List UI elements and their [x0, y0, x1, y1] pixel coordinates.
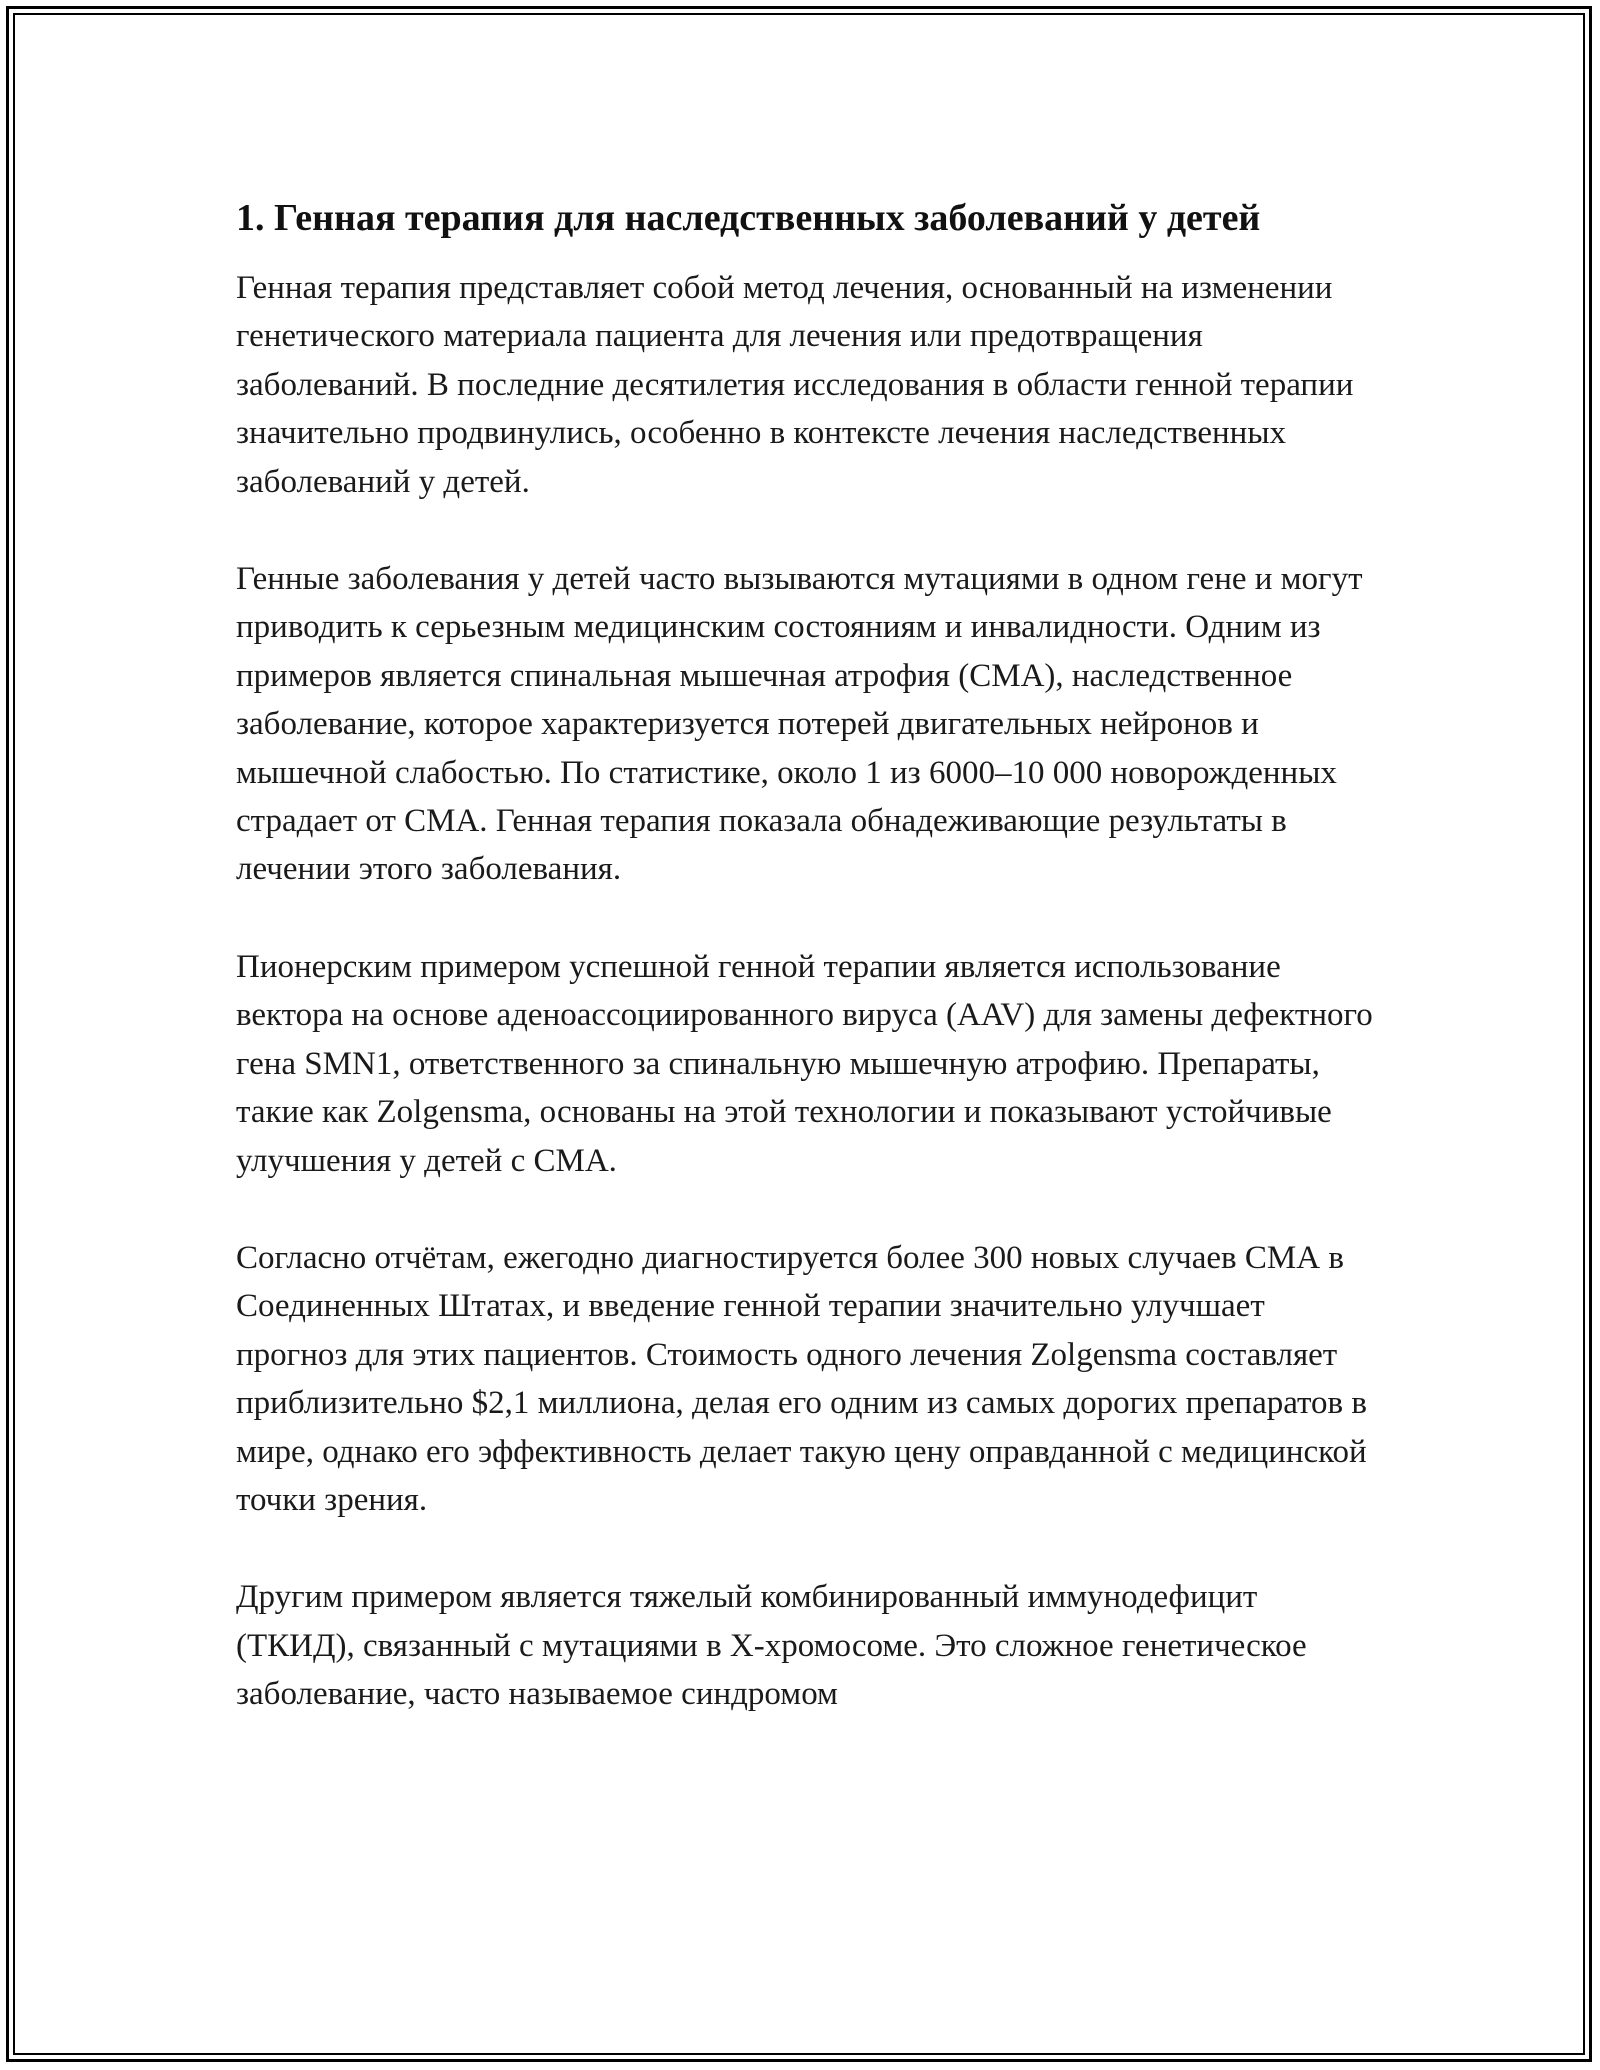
paragraph-aav: Пионерским примером успешной генной терапии является использование вектора на основе аденоассоциированного вируса (AAV) для замены дефектного гена SMN1, ответственного за спинальную мышечную атрофию. Препараты, такие как Zolgensma, основаны на этой технологии и показывают устойчивые улучшения у детей с СМА. [236, 948, 1373, 1179]
paragraph-scid: Другим примером является тяжелый комбинированный иммунодефицит (ТКИД), связанный с мутациями в X-хромосоме. Это сложное генетическое заболевание, часто называемое синдромом [236, 1579, 1307, 1713]
paragraph-intro: Генная терапия представляет собой метод лечения, основанный на изменении генетического материала пациента для лечения или предотвращения заболеваний. В последние десятилетия исследования в области генной терапии значительно продвинулись, особенно в контексте лечения наследственных заболеваний у детей. [236, 270, 1354, 500]
paragraph-statistics: Согласно отчётам, ежегодно диагностируется более 300 новых случаев СМА в Соединенных Штатах, и введение генной терапии значительно улучшает прогноз для этих пациентов. Стоимость одного лечения Zolgensma составляет приблизительно $2,1 миллиона, делая его одним из самых дорогих препаратов в мире, однако его эффективность делает такую цену оправданной с медицинской точки зрения. [236, 1239, 1367, 1518]
section-title: 1. Генная терапия для наследственных заболеваний у детей [236, 197, 1261, 239]
document-body [236, 190, 1376, 1719]
paragraph-sma: Генные заболевания у детей часто вызываются мутациями в одном гене и могут приводить к серьезным медицинским состояниям и инвалидности. Одним из примеров является спинальная мышечная атрофия (СМА), наследственное заболевание, которое характеризуется потерей двигательных нейронов и мышечной слабостью. По статистике, около 1 из 6000–10 000 новорожденных страдает от СМА. Генная терапия показала обнадеживающие результаты в лечении этого заболевания. [236, 561, 1363, 888]
